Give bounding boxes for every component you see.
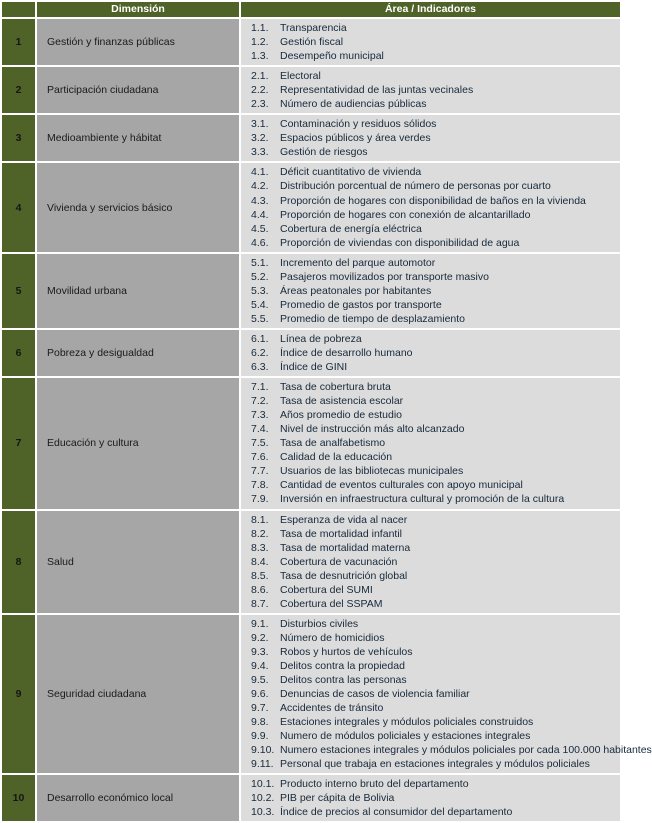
indicator-item (241, 49, 620, 63)
table-row (2, 615, 620, 774)
indicator-label: Producto interno bruto del departamento (280, 778, 469, 791)
indicator-code: 9.9. (251, 730, 269, 743)
indicator-label: Calidad de la educación (280, 451, 393, 464)
indicator-label: Tasa de analfabetismo (280, 437, 386, 450)
dimension-name-cell: Pobreza y desigualdad (37, 330, 239, 376)
indicator-code: 5.5. (251, 312, 269, 325)
indicator-item (241, 541, 620, 555)
dimension-name-cell: Participación ciudadana (37, 67, 239, 113)
indicator-item (241, 145, 620, 159)
indicator-label: PIB per cápita de Bolivia (280, 792, 395, 805)
indicator-item (241, 743, 652, 757)
indicator-item (241, 360, 620, 374)
dimension-number-cell: 10 (2, 775, 35, 821)
indicator-item (241, 83, 620, 97)
indicator-item (241, 791, 620, 805)
indicator-label: Incremento del parque automotor (280, 256, 436, 269)
indicator-label: Promedio de tiempo de desplazamiento (280, 312, 466, 325)
column-header-area: Área / Indicadores (241, 2, 620, 17)
indicator-code: 5.4. (251, 298, 269, 311)
indicator-label: Numero de módulos policiales y estaciones integrales (280, 730, 531, 743)
indicator-label: Proporción de hogares con disponibilidad de baños en la vivienda (280, 194, 586, 207)
indicator-label: Déficit cuantitativo de vivienda (280, 166, 422, 179)
indicator-list (241, 380, 620, 506)
indicator-code: 4.6. (251, 236, 269, 249)
indicator-code: 7.1. (251, 381, 269, 394)
table-row (2, 67, 620, 113)
indicator-label: Cantidad de eventos culturales con apoyo municipal (280, 479, 523, 492)
indicator-label: Esperanza de vida al nacer (280, 513, 408, 526)
indicator-item (241, 513, 620, 527)
indicator-label: Índice de GINI (280, 361, 348, 374)
indicator-item (241, 757, 620, 771)
indicator-list-cell (241, 163, 620, 251)
indicator-label: Cobertura del SUMI (280, 583, 373, 596)
indicator-label: Transparencia (280, 22, 347, 34)
indicator-item (241, 777, 620, 791)
indicator-item (241, 298, 620, 312)
indicator-item (241, 69, 620, 83)
indicator-code: 8.1. (251, 513, 269, 526)
table-body (2, 19, 652, 821)
indicator-label: Promedio de gastos por transporte (280, 298, 442, 311)
indicator-label: Delitos contra la propiedad (280, 659, 405, 672)
indicator-label: Índice de precios al consumidor del departamento (280, 806, 513, 819)
indicator-code: 8.7. (251, 597, 269, 610)
indicator-item (241, 583, 620, 597)
indicator-item (241, 194, 620, 208)
indicator-label: Disturbios civiles (280, 617, 359, 630)
dimension-name-cell: Gestión y finanzas públicas (37, 19, 239, 65)
indicator-code: 4.3. (251, 194, 269, 207)
dimension-name-cell: Educación y cultura (37, 378, 239, 508)
table-row (2, 254, 620, 328)
indicator-item (241, 236, 620, 250)
indicator-code: 3.2. (251, 132, 269, 145)
indicator-label: Tasa de asistencia escolar (280, 395, 404, 408)
indicator-item (241, 422, 620, 436)
indicator-code: 7.7. (251, 465, 269, 478)
indicator-item (241, 346, 620, 360)
indicator-label: Gestión de riesgos (280, 146, 368, 159)
table-row (2, 378, 620, 508)
indicator-code: 9.6. (251, 688, 269, 701)
indicator-code: 9.8. (251, 716, 269, 729)
indicator-list (241, 617, 652, 772)
indicator-item (241, 312, 620, 326)
indicator-code: 2.3. (251, 98, 269, 111)
indicator-label: Proporción de hogares con conexión de alcantarillado (280, 208, 531, 221)
indicator-item (241, 256, 620, 270)
indicator-code: 4.4. (251, 208, 269, 221)
table-row (2, 330, 620, 376)
indicator-code: 2.1. (251, 70, 269, 83)
indicator-item (241, 21, 620, 35)
dimension-number-cell: 4 (2, 163, 35, 251)
dimension-number-cell: 2 (2, 67, 35, 113)
indicator-item (241, 715, 620, 729)
indicator-label: Cobertura de vacunación (280, 555, 398, 568)
indicator-code: 4.1. (251, 166, 269, 179)
table-row (2, 163, 620, 251)
indicator-list-cell (241, 254, 620, 328)
indicator-label: Proporción de viviendas con disponibilidad de agua (280, 236, 520, 249)
indicator-item (241, 408, 620, 422)
indicator-label: Usuarios de las bibliotecas municipales (280, 465, 464, 478)
dimension-number-cell: 3 (2, 115, 35, 161)
indicator-code: 1.3. (251, 50, 269, 63)
indicator-label: Contaminación y residuos sólidos (280, 118, 437, 131)
indicator-code: 8.6. (251, 583, 269, 596)
indicator-item (241, 35, 620, 49)
indicator-item (241, 492, 620, 506)
indicator-item (241, 208, 620, 222)
indicator-code: 2.2. (251, 84, 269, 97)
indicator-label: Representatividad de las juntas vecinales (280, 84, 474, 97)
indicator-label: Tasa de mortalidad materna (280, 541, 411, 554)
indicator-item (241, 270, 620, 284)
indicator-list-cell (241, 67, 620, 113)
indicator-item (241, 284, 620, 298)
indicator-item (241, 617, 620, 631)
indicator-code: 10.3. (251, 806, 275, 819)
dimension-name-cell: Vivienda y servicios básico (37, 163, 239, 251)
table-row (2, 115, 620, 161)
indicator-item (241, 450, 620, 464)
indicator-list-cell (241, 115, 620, 161)
indicator-item (241, 597, 620, 611)
indicator-code: 9.11. (251, 758, 274, 771)
indicator-label: Tasa de desnutrición global (280, 569, 408, 582)
indicator-list (241, 165, 620, 249)
indicator-code: 9.3. (251, 645, 269, 658)
indicator-code: 8.5. (251, 569, 269, 582)
indicator-item (241, 97, 620, 111)
indicator-code: 1.1. (251, 22, 269, 34)
indicator-code: 9.7. (251, 702, 269, 715)
column-header-dimension: Dimensión (37, 2, 239, 17)
indicator-label: Inversión en infraestructura cultural y promoción de la cultura (280, 493, 565, 506)
indicator-code: 9.5. (251, 674, 269, 687)
indicator-item (241, 131, 620, 145)
indicator-item (241, 464, 620, 478)
indicator-code: 8.2. (251, 527, 269, 540)
indicator-code: 8.3. (251, 541, 269, 554)
indicator-item (241, 117, 620, 131)
indicator-item (241, 805, 620, 819)
table-header-row (2, 2, 620, 17)
indicator-label: Delitos contra las personas (280, 674, 407, 687)
indicator-item (241, 569, 620, 583)
indicator-item (241, 222, 620, 236)
indicator-item (241, 478, 620, 492)
indicator-label: Cobertura del SSPAM (280, 597, 383, 610)
indicator-code: 9.1. (251, 617, 269, 630)
indicator-label: Numero estaciones integrales y módulos policiales por cada 100.000 habitantes (280, 744, 652, 757)
indicator-item (241, 555, 620, 569)
dimension-number-cell: 9 (2, 615, 35, 774)
indicator-item (241, 179, 620, 193)
indicator-code: 7.5. (251, 437, 269, 450)
column-header-number (2, 2, 35, 17)
indicator-item (241, 332, 620, 346)
table-row (2, 511, 620, 613)
table-row (2, 775, 620, 821)
table-row (2, 19, 620, 65)
indicator-code: 3.1. (251, 118, 269, 131)
indicator-label: Denuncias de casos de violencia familiar (280, 688, 470, 701)
dimension-name-cell: Desarrollo económico local (37, 775, 239, 821)
indicator-label: Estaciones integrales y módulos policiales construidos (280, 716, 534, 729)
indicator-list (241, 332, 620, 374)
indicator-item (241, 527, 620, 541)
indicator-code: 5.1. (251, 256, 269, 269)
dimension-number-cell: 8 (2, 511, 35, 613)
indicator-item (241, 394, 620, 408)
indicator-list-cell (241, 615, 652, 774)
indicator-list (241, 117, 620, 159)
indicator-code: 8.4. (251, 555, 269, 568)
indicator-code: 4.2. (251, 180, 269, 193)
indicator-item (241, 729, 620, 743)
indicator-list-cell (241, 19, 620, 65)
indicator-code: 1.2. (251, 36, 269, 49)
indicator-list (241, 21, 620, 63)
indicator-item (241, 673, 620, 687)
indicator-label: Robos y hurtos de vehículos (280, 645, 413, 658)
indicator-item (241, 380, 620, 394)
indicator-label: Índice de desarrollo humano (280, 346, 413, 359)
indicator-code: 10.1. (251, 778, 275, 791)
indicator-code: 7.3. (251, 409, 269, 422)
indicator-list-cell (241, 775, 620, 821)
indicator-code: 5.2. (251, 270, 269, 283)
dimension-name-cell: Medioambiente y hábitat (37, 115, 239, 161)
indicator-list (241, 69, 620, 111)
indicator-item (241, 436, 620, 450)
indicator-item (241, 165, 620, 179)
indicator-code: 7.2. (251, 395, 269, 408)
indicator-item (241, 687, 620, 701)
indicator-list (241, 256, 620, 326)
dimension-number-cell: 1 (2, 19, 35, 65)
indicator-item (241, 701, 620, 715)
table-header (2, 2, 620, 17)
dimension-name-cell: Movilidad urbana (37, 254, 239, 328)
indicator-label: Gestión fiscal (280, 36, 344, 49)
indicator-label: Accidentes de tránsito (280, 702, 384, 715)
indicator-label: Línea de pobreza (280, 332, 362, 345)
indicator-code: 6.3. (251, 361, 269, 374)
indicator-item (241, 645, 620, 659)
indicator-code: 9.2. (251, 631, 269, 644)
indicator-code: 9.4. (251, 659, 269, 672)
indicator-label: Tasa de mortalidad infantil (280, 527, 402, 540)
indicator-label: Número de audiencias públicas (280, 98, 427, 111)
indicator-label: Cobertura de energía eléctrica (280, 222, 422, 235)
indicator-code: 3.3. (251, 146, 269, 159)
indicator-label: Personal que trabaja en estaciones integrales y módulos policiales (280, 758, 590, 771)
indicator-list (241, 513, 620, 611)
dimension-number-cell: 7 (2, 378, 35, 508)
indicator-label: Electoral (280, 70, 321, 83)
indicator-label: Número de homicidios (280, 631, 385, 644)
indicator-code: 7.8. (251, 479, 269, 492)
indicator-label: Pasajeros movilizados por transporte masivo (280, 270, 489, 283)
indicator-code: 7.6. (251, 451, 269, 464)
dimension-number-cell: 6 (2, 330, 35, 376)
indicator-label: Tasa de cobertura bruta (280, 381, 391, 394)
indicator-label: Distribución porcentual de número de personas por cuarto (280, 180, 551, 193)
indicator-code: 9.10. (251, 744, 275, 757)
dimension-number-cell: 5 (2, 254, 35, 328)
indicator-label: Años promedio de estudio (280, 409, 402, 422)
dimension-name-cell: Seguridad ciudadana (37, 615, 239, 774)
indicator-code: 4.5. (251, 222, 269, 235)
indicator-code: 6.2. (251, 346, 269, 359)
indicator-label: Espacios públicos y área verdes (280, 132, 431, 145)
dimension-name-cell: Salud (37, 511, 239, 613)
indicator-list-cell (241, 378, 620, 508)
indicator-code: 7.4. (251, 423, 269, 436)
indicator-list-cell (241, 511, 620, 613)
indicator-code: 5.3. (251, 284, 269, 297)
indicator-item (241, 631, 620, 645)
indicator-item (241, 659, 620, 673)
indicator-code: 10.2. (251, 792, 275, 805)
indicator-label: Desempeño municipal (280, 50, 384, 63)
indicator-code: 7.9. (251, 493, 269, 506)
indicator-label: Nivel de instrucción más alto alcanzado (280, 423, 465, 436)
indicator-code: 6.1. (251, 332, 269, 345)
indicator-list-cell (241, 330, 620, 376)
indicator-label: Áreas peatonales por habitantes (280, 284, 432, 297)
indicator-list (241, 777, 620, 819)
